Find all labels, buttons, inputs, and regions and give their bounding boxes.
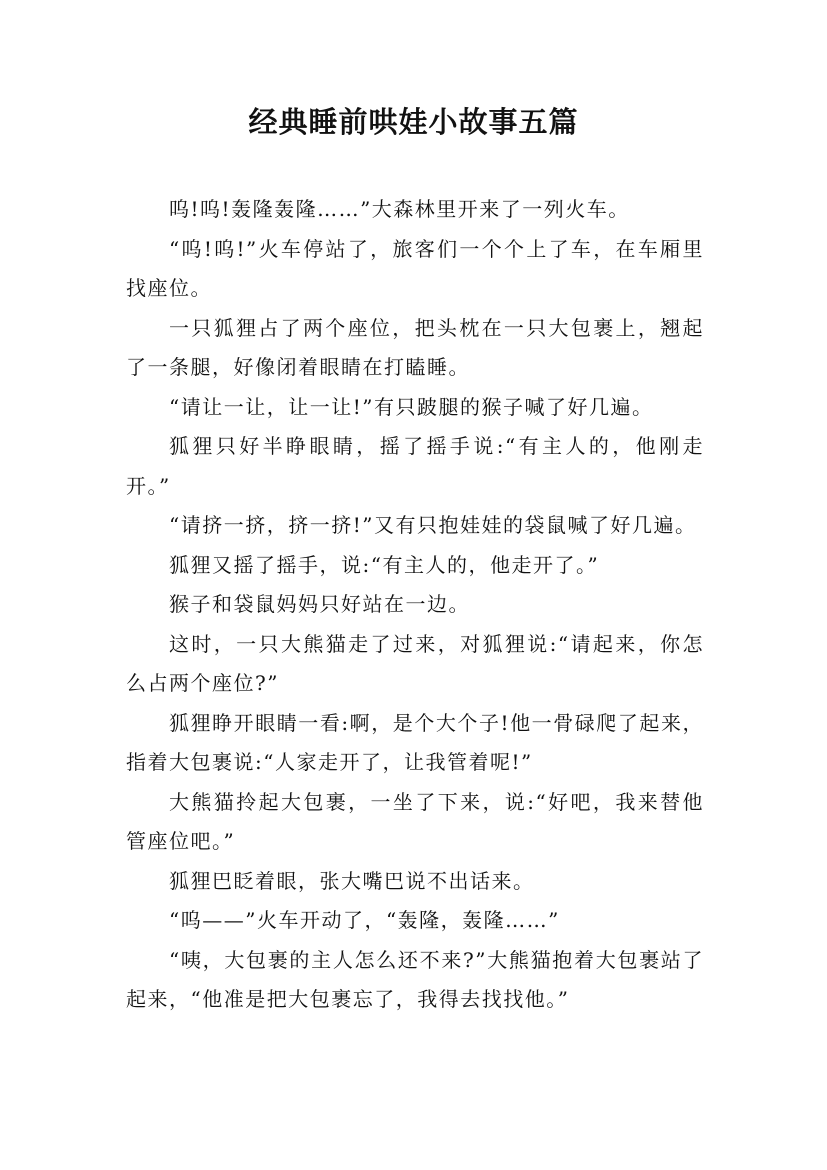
paragraph-6: “请挤一挤，挤一挤!”又有只抱娃娃的袋鼠喊了好几遍。 [169, 513, 697, 537]
story-body [126, 190, 704, 1020]
paragraph-13: “呜——”火车开动了，“轰隆，轰隆……” [169, 908, 560, 932]
paragraph-9: 这时，一只大熊猫走了过来，对狐狸说:“请起来，你怎么占两个座位?” [126, 631, 704, 695]
paragraph-3: 一只狐狸占了两个座位，把头枕在一只大包裹上，翘起了一条腿，好像闭着眼睛在打瞌睡。 [126, 315, 704, 379]
paragraph-8: 猴子和袋鼠妈妈只好站在一边。 [169, 592, 470, 616]
paragraph-14: “咦，大包裹的主人怎么还不来?”大熊猫抱着大包裹站了起来，“他准是把大包裹忘了，我得去找找他。” [126, 947, 704, 1011]
paragraph-2: “呜!呜!”火车停站了，旅客们一个个上了车，在车厢里找座位。 [126, 236, 704, 300]
paragraph-1: 呜!呜!轰隆轰隆……”大森林里开来了一列火车。 [169, 197, 630, 221]
paragraph-11: 大熊猫拎起大包裹，一坐了下来，说:“好吧，我来替他管座位吧。” [126, 789, 704, 853]
paragraph-4: “请让一让，让一让!”有只跛腿的猴子喊了好几遍。 [169, 394, 654, 419]
paragraph-7: 狐狸又摇了摇手，说:“有主人的，他走开了。” [169, 552, 600, 577]
document-title: 经典睡前哄娃小故事五篇 [248, 105, 579, 139]
paragraph-5: 狐狸只好半睁眼睛，摇了摇手说:“有主人的，他刚走开。” [126, 434, 704, 498]
paragraph-10: 狐狸睁开眼睛一看:啊，是个大个子!他一骨碌爬了起来，指着大包裹说:“人家走开了，让我管着呢!” [126, 710, 704, 774]
paragraph-12: 狐狸巴眨着眼，张大嘴巴说不出话来。 [169, 868, 535, 893]
